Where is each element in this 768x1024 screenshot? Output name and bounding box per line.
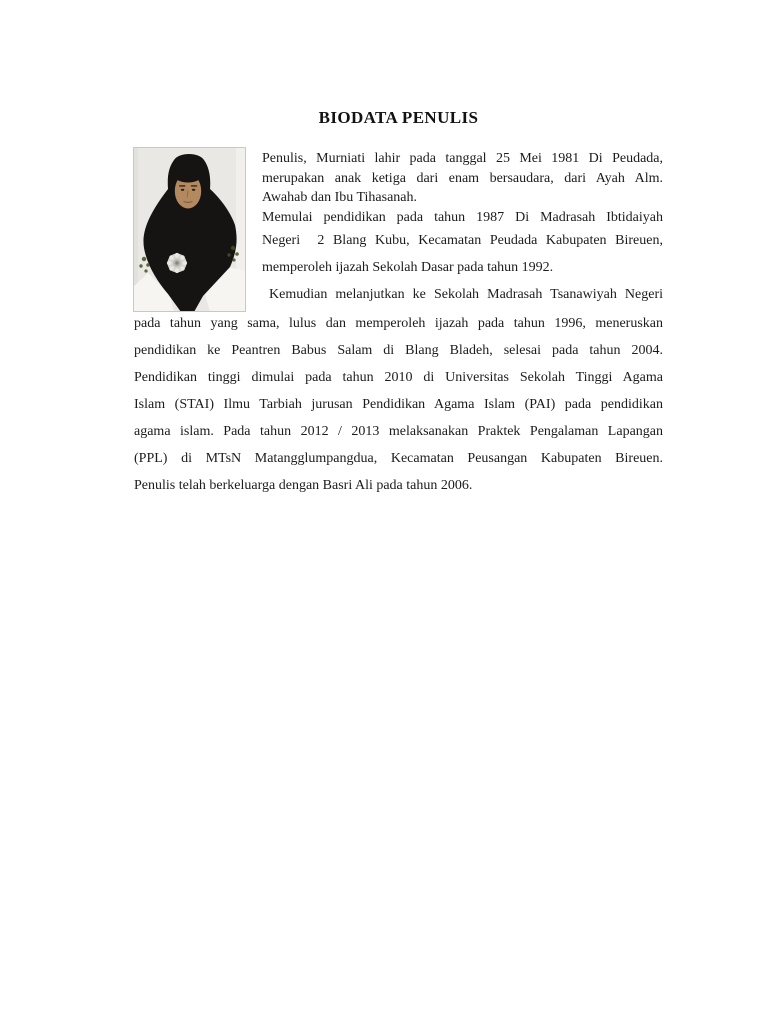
bio-line: merupakan anak ketiga dari enam bersaudara, dari Ayah Alm. bbox=[262, 170, 663, 186]
bio-line: Kemudian melanjutkan ke Sekolah Madrasah Tsanawiyah Negeri bbox=[269, 287, 663, 302]
eye-right bbox=[192, 189, 195, 191]
bio-line: Awahab dan Ibu Tihasanah. bbox=[262, 190, 418, 205]
bio-line: pada tahun yang sama, lulus dan memperoleh ijazah pada tahun 1996, meneruskan bbox=[134, 316, 663, 331]
bio-line: Negeri 2 Blang Kubu, Kecamatan Peudada Kabupaten Bireuen, bbox=[262, 233, 663, 248]
bio-line: Penulis telah berkeluarga dengan Basri Ali pada tahun 2006. bbox=[134, 478, 473, 493]
bio-line: pendidikan ke Peantren Babus Salam di Blang Bladeh, selesai pada tahun 2004. bbox=[134, 343, 663, 358]
bio-line: Penulis, Murniati lahir pada tanggal 25 Mei 1981 Di Peudada, bbox=[262, 151, 663, 166]
bio-line: agama islam. Pada tahun 2012 / 2013 melaksanakan Praktek Pengalaman Lapangan bbox=[134, 424, 663, 439]
bio-line: (PPL) di MTsN Matangglumpangdua, Kecamatan Peusangan Kabupaten Bireuen. bbox=[134, 451, 663, 466]
eyebrow-left bbox=[179, 185, 186, 186]
eye-left bbox=[181, 189, 184, 191]
brooch bbox=[167, 253, 187, 273]
bio-line: Islam (STAI) Ilmu Tarbiah jurusan Pendidikan Agama Islam (PAI) pada pendidikan bbox=[134, 397, 663, 412]
bio-paragraph-beside-photo bbox=[262, 149, 663, 308]
bio-line: memperoleh ijazah Sekolah Dasar pada tahun 1992. bbox=[262, 260, 554, 275]
page-title: BIODATA PENULIS bbox=[318, 108, 479, 127]
bio-line: Pendidikan tinggi dimulai pada tahun 2010 di Universitas Sekolah Tinggi Agama bbox=[134, 370, 663, 385]
bio-line: Memulai pendidikan pada tahun 1987 Di Madrasah Ibtidaiyah bbox=[262, 209, 663, 225]
author-photo bbox=[133, 147, 246, 312]
author-portrait-image bbox=[133, 147, 246, 312]
eyebrow-right bbox=[191, 185, 198, 186]
bio-paragraph-full-width bbox=[134, 310, 663, 499]
